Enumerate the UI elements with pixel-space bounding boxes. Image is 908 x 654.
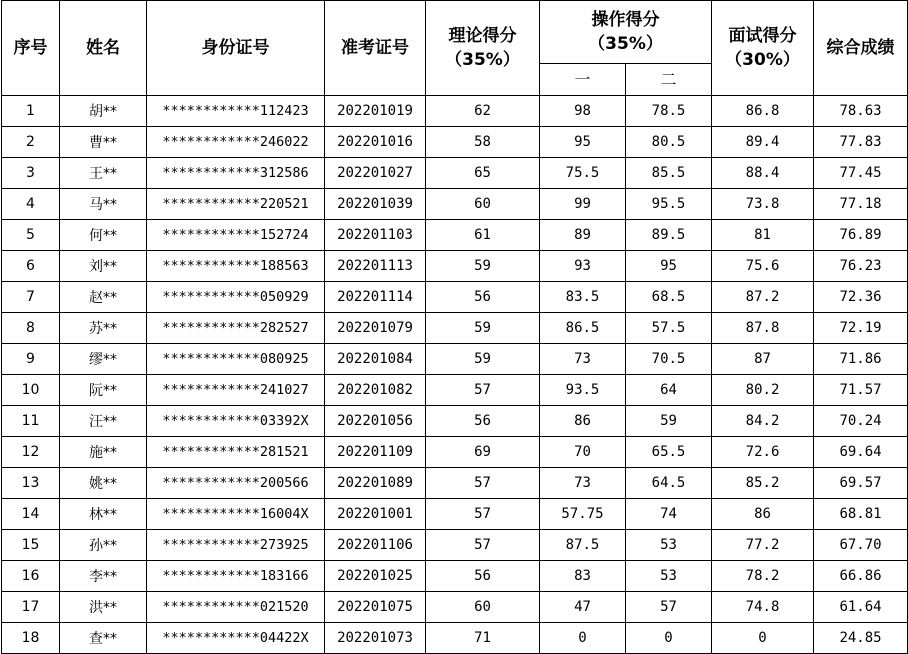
cell-interview-score: 81 (712, 220, 814, 251)
cell-seq: 12 (2, 437, 60, 468)
cell-operation-two: 57.5 (626, 313, 712, 344)
cell-interview-score: 86.8 (712, 96, 814, 127)
cell-theory-score: 69 (426, 437, 540, 468)
cell-name: 曹** (60, 127, 147, 158)
cell-interview-score: 78.2 (712, 561, 814, 592)
cell-name: 苏** (60, 313, 147, 344)
cell-id-number: ************273925 (147, 530, 325, 561)
table-row (2, 220, 908, 251)
cell-operation-one: 93 (540, 251, 626, 282)
cell-operation-one: 89 (540, 220, 626, 251)
cell-total-score: 24.85 (814, 623, 908, 654)
cell-theory-score: 58 (426, 127, 540, 158)
cell-operation-two: 53 (626, 561, 712, 592)
cell-interview-score: 75.6 (712, 251, 814, 282)
cell-interview-score: 88.4 (712, 158, 814, 189)
cell-id-number: ************080925 (147, 344, 325, 375)
cell-total-score: 69.64 (814, 437, 908, 468)
cell-exam-number: 202201075 (325, 592, 426, 623)
header-operation-title: 操作得分 (591, 10, 660, 30)
cell-interview-score: 84.2 (712, 406, 814, 437)
cell-exam-number: 202201039 (325, 189, 426, 220)
cell-operation-one: 87.5 (540, 530, 626, 561)
cell-seq: 16 (2, 561, 60, 592)
cell-theory-score: 57 (426, 530, 540, 561)
cell-operation-one: 86.5 (540, 313, 626, 344)
cell-seq: 1 (2, 96, 60, 127)
cell-theory-score: 60 (426, 189, 540, 220)
cell-seq: 3 (2, 158, 60, 189)
cell-id-number: ************16004X (147, 499, 325, 530)
header-operation-two: 二 (626, 64, 712, 96)
cell-operation-one: 0 (540, 623, 626, 654)
cell-exam-number: 202201113 (325, 251, 426, 282)
cell-seq: 4 (2, 189, 60, 220)
cell-operation-one: 70 (540, 437, 626, 468)
cell-exam-number: 202201106 (325, 530, 426, 561)
cell-operation-two: 0 (626, 623, 712, 654)
cell-interview-score: 0 (712, 623, 814, 654)
cell-interview-score: 87 (712, 344, 814, 375)
header-interview-score (712, 1, 814, 96)
cell-name: 阮** (60, 375, 147, 406)
table-row (2, 468, 908, 499)
cell-total-score: 76.89 (814, 220, 908, 251)
cell-operation-one: 75.5 (540, 158, 626, 189)
cell-total-score: 78.63 (814, 96, 908, 127)
cell-operation-two: 64 (626, 375, 712, 406)
cell-theory-score: 56 (426, 282, 540, 313)
cell-theory-score: 60 (426, 592, 540, 623)
cell-exam-number: 202201001 (325, 499, 426, 530)
cell-name: 赵** (60, 282, 147, 313)
cell-exam-number: 202201056 (325, 406, 426, 437)
table-row (2, 530, 908, 561)
cell-seq: 2 (2, 127, 60, 158)
cell-total-score: 67.70 (814, 530, 908, 561)
cell-exam-number: 202201027 (325, 158, 426, 189)
cell-exam-number: 202201019 (325, 96, 426, 127)
cell-theory-score: 71 (426, 623, 540, 654)
header-operation-one: 一 (540, 64, 626, 96)
cell-theory-score: 56 (426, 406, 540, 437)
cell-id-number: ************021520 (147, 592, 325, 623)
cell-operation-two: 64.5 (626, 468, 712, 499)
cell-total-score: 71.86 (814, 344, 908, 375)
cell-theory-score: 59 (426, 251, 540, 282)
cell-operation-two: 95 (626, 251, 712, 282)
cell-theory-score: 59 (426, 313, 540, 344)
cell-operation-one: 83 (540, 561, 626, 592)
cell-operation-two: 57 (626, 592, 712, 623)
cell-exam-number: 202201073 (325, 623, 426, 654)
cell-id-number: ************282527 (147, 313, 325, 344)
table-header (2, 1, 908, 96)
cell-name: 胡** (60, 96, 147, 127)
cell-total-score: 71.57 (814, 375, 908, 406)
cell-id-number: ************200566 (147, 468, 325, 499)
cell-operation-one: 73 (540, 468, 626, 499)
cell-name: 汪** (60, 406, 147, 437)
header-interview-weight: （30%） (725, 50, 800, 70)
cell-interview-score: 73.8 (712, 189, 814, 220)
cell-seq: 5 (2, 220, 60, 251)
cell-id-number: ************152724 (147, 220, 325, 251)
cell-exam-number: 202201025 (325, 561, 426, 592)
table-row (2, 623, 908, 654)
cell-id-number: ************050929 (147, 282, 325, 313)
cell-total-score: 77.18 (814, 189, 908, 220)
cell-theory-score: 57 (426, 499, 540, 530)
header-interview-title: 面试得分 (728, 26, 797, 46)
cell-seq: 18 (2, 623, 60, 654)
cell-operation-two: 89.5 (626, 220, 712, 251)
cell-exam-number: 202201089 (325, 468, 426, 499)
header-operation-score (540, 1, 712, 64)
table-body (2, 96, 908, 654)
header-operation-weight: （35%） (588, 34, 663, 54)
cell-interview-score: 72.6 (712, 437, 814, 468)
cell-interview-score: 86 (712, 499, 814, 530)
cell-operation-two: 59 (626, 406, 712, 437)
cell-exam-number: 202201114 (325, 282, 426, 313)
cell-operation-two: 53 (626, 530, 712, 561)
cell-name: 查** (60, 623, 147, 654)
cell-total-score: 72.36 (814, 282, 908, 313)
cell-operation-two: 85.5 (626, 158, 712, 189)
table-row (2, 189, 908, 220)
cell-id-number: ************188563 (147, 251, 325, 282)
cell-id-number: ************183166 (147, 561, 325, 592)
cell-theory-score: 61 (426, 220, 540, 251)
cell-total-score: 68.81 (814, 499, 908, 530)
cell-name: 王** (60, 158, 147, 189)
cell-interview-score: 85.2 (712, 468, 814, 499)
cell-theory-score: 57 (426, 375, 540, 406)
cell-operation-one: 47 (540, 592, 626, 623)
cell-seq: 9 (2, 344, 60, 375)
cell-seq: 8 (2, 313, 60, 344)
cell-operation-one: 57.75 (540, 499, 626, 530)
cell-operation-two: 74 (626, 499, 712, 530)
header-theory-title: 理论得分 (448, 26, 517, 46)
cell-seq: 6 (2, 251, 60, 282)
cell-interview-score: 74.8 (712, 592, 814, 623)
cell-operation-one: 95 (540, 127, 626, 158)
table-row (2, 96, 908, 127)
cell-id-number: ************241027 (147, 375, 325, 406)
cell-total-score: 77.83 (814, 127, 908, 158)
score-table (1, 0, 908, 654)
cell-theory-score: 62 (426, 96, 540, 127)
cell-interview-score: 87.2 (712, 282, 814, 313)
cell-operation-two: 68.5 (626, 282, 712, 313)
cell-name: 施** (60, 437, 147, 468)
cell-interview-score: 89.4 (712, 127, 814, 158)
cell-operation-one: 98 (540, 96, 626, 127)
cell-operation-two: 65.5 (626, 437, 712, 468)
cell-theory-score: 56 (426, 561, 540, 592)
cell-total-score: 61.64 (814, 592, 908, 623)
table-row (2, 127, 908, 158)
header-theory-score (426, 1, 540, 96)
cell-seq: 15 (2, 530, 60, 561)
cell-operation-one: 86 (540, 406, 626, 437)
cell-exam-number: 202201103 (325, 220, 426, 251)
cell-operation-one: 93.5 (540, 375, 626, 406)
cell-theory-score: 59 (426, 344, 540, 375)
cell-total-score: 69.57 (814, 468, 908, 499)
table-row (2, 437, 908, 468)
cell-total-score: 77.45 (814, 158, 908, 189)
cell-operation-one: 99 (540, 189, 626, 220)
cell-operation-one: 73 (540, 344, 626, 375)
cell-operation-two: 70.5 (626, 344, 712, 375)
cell-theory-score: 65 (426, 158, 540, 189)
cell-total-score: 70.24 (814, 406, 908, 437)
cell-id-number: ************246022 (147, 127, 325, 158)
cell-seq: 13 (2, 468, 60, 499)
cell-id-number: ************312586 (147, 158, 325, 189)
table-row (2, 406, 908, 437)
cell-name: 孙** (60, 530, 147, 561)
cell-id-number: ************112423 (147, 96, 325, 127)
cell-exam-number: 202201079 (325, 313, 426, 344)
cell-interview-score: 87.8 (712, 313, 814, 344)
cell-interview-score: 80.2 (712, 375, 814, 406)
cell-theory-score: 57 (426, 468, 540, 499)
cell-operation-two: 78.5 (626, 96, 712, 127)
cell-seq: 11 (2, 406, 60, 437)
cell-seq: 7 (2, 282, 60, 313)
cell-exam-number: 202201016 (325, 127, 426, 158)
header-total-score: 综合成绩 (814, 1, 908, 96)
table-row (2, 344, 908, 375)
table-row (2, 313, 908, 344)
cell-total-score: 66.86 (814, 561, 908, 592)
cell-id-number: ************04422X (147, 623, 325, 654)
cell-seq: 17 (2, 592, 60, 623)
header-theory-weight: （35%） (445, 50, 520, 70)
cell-name: 姚** (60, 468, 147, 499)
cell-exam-number: 202201082 (325, 375, 426, 406)
cell-name: 缪** (60, 344, 147, 375)
table-row (2, 158, 908, 189)
header-seq: 序号 (2, 1, 60, 96)
cell-exam-number: 202201109 (325, 437, 426, 468)
table-row (2, 375, 908, 406)
header-id-number: 身份证号 (147, 1, 325, 96)
cell-name: 马** (60, 189, 147, 220)
cell-name: 李** (60, 561, 147, 592)
cell-name: 林** (60, 499, 147, 530)
table-row (2, 282, 908, 313)
cell-operation-one: 83.5 (540, 282, 626, 313)
cell-name: 洪** (60, 592, 147, 623)
table-row (2, 592, 908, 623)
cell-name: 刘** (60, 251, 147, 282)
cell-exam-number: 202201084 (325, 344, 426, 375)
table-row (2, 251, 908, 282)
cell-interview-score: 77.2 (712, 530, 814, 561)
table-row (2, 499, 908, 530)
cell-name: 何** (60, 220, 147, 251)
header-exam-number: 准考证号 (325, 1, 426, 96)
cell-total-score: 76.23 (814, 251, 908, 282)
cell-id-number: ************03392X (147, 406, 325, 437)
table-row (2, 561, 908, 592)
cell-seq: 14 (2, 499, 60, 530)
cell-total-score: 72.19 (814, 313, 908, 344)
header-name: 姓名 (60, 1, 147, 96)
cell-id-number: ************281521 (147, 437, 325, 468)
cell-seq: 10 (2, 375, 60, 406)
cell-operation-two: 80.5 (626, 127, 712, 158)
cell-id-number: ************220521 (147, 189, 325, 220)
cell-operation-two: 95.5 (626, 189, 712, 220)
